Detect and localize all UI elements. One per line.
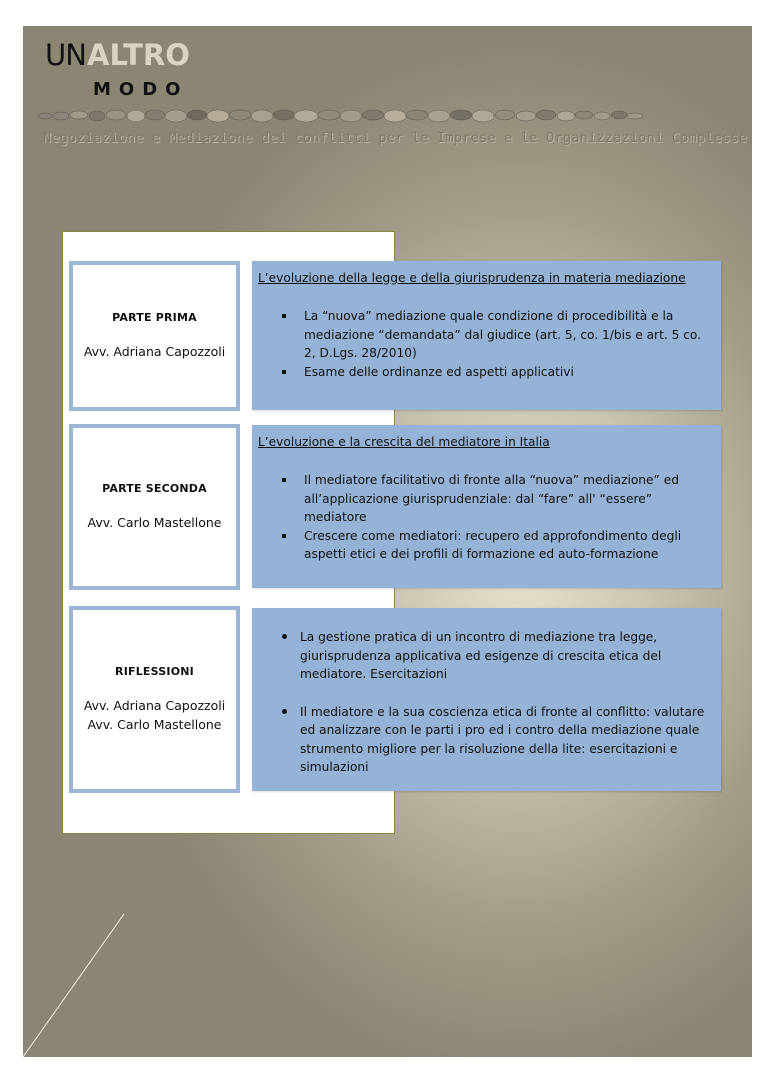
- part-title: PARTE PRIMA: [112, 311, 197, 324]
- list-item: Esame delle ordinanze ed aspetti applicativi: [258, 363, 711, 382]
- list-item: Il mediatore facilitativo di fronte alla “nuova” mediazione” ed all’applicazione giurisprudenziale: dal “fare” all' “essere” mediatore: [258, 471, 711, 527]
- list-item: La “nuova” mediazione quale condizione di procedibilità e la mediazione “demandata” dal giudice (art. 5, co. 1/bis e art. 5 co. 2, D.Lgs. 28/2010): [258, 307, 711, 363]
- logo-altro-text: ALTRO: [87, 38, 190, 72]
- author-name: Avv. Carlo Mastellone: [87, 515, 222, 530]
- list-item: Crescere come mediatori: recupero ed approfondimento degli aspetti etici e dei profili di formazione ed auto-formazione: [258, 527, 711, 564]
- section-heading: L’evoluzione della legge e della giurisprudenza in materia mediazione: [258, 271, 686, 285]
- list-item: La gestione pratica di un incontro di mediazione tra legge, giurisprudenza applicativa ed esigenze di crescita etica del mediatore. Esercitazioni: [258, 628, 711, 684]
- logo-modo-text: MODO: [93, 79, 189, 100]
- list-item: Il mediatore e la sua coscienza etica di fronte al conflitto: valutare ed analizzare con le parti i pro ed i contro della mediazione quale strumento migliore per la risoluzione della lite: esercitazioni e simulazioni: [258, 703, 711, 777]
- tagline: Negoziazione e Mediazione dei conflitti per le Imprese e le Organizzazioni Complesse: [43, 130, 748, 146]
- author-name: Avv. Carlo Mastellone: [87, 717, 222, 732]
- part-title: RIFLESSIONI: [115, 665, 194, 678]
- part-title: PARTE SECONDA: [102, 482, 207, 495]
- author-name: Avv. Adriana Capozzoli: [83, 698, 226, 713]
- logo-un-text: UN: [45, 38, 86, 72]
- decorative-diagonal-line: [23, 26, 752, 1057]
- section-heading: L’evoluzione e la crescita del mediatore in Italia: [258, 435, 550, 449]
- page-background: [23, 26, 752, 1057]
- author-name: Avv. Adriana Capozzoli: [83, 344, 226, 359]
